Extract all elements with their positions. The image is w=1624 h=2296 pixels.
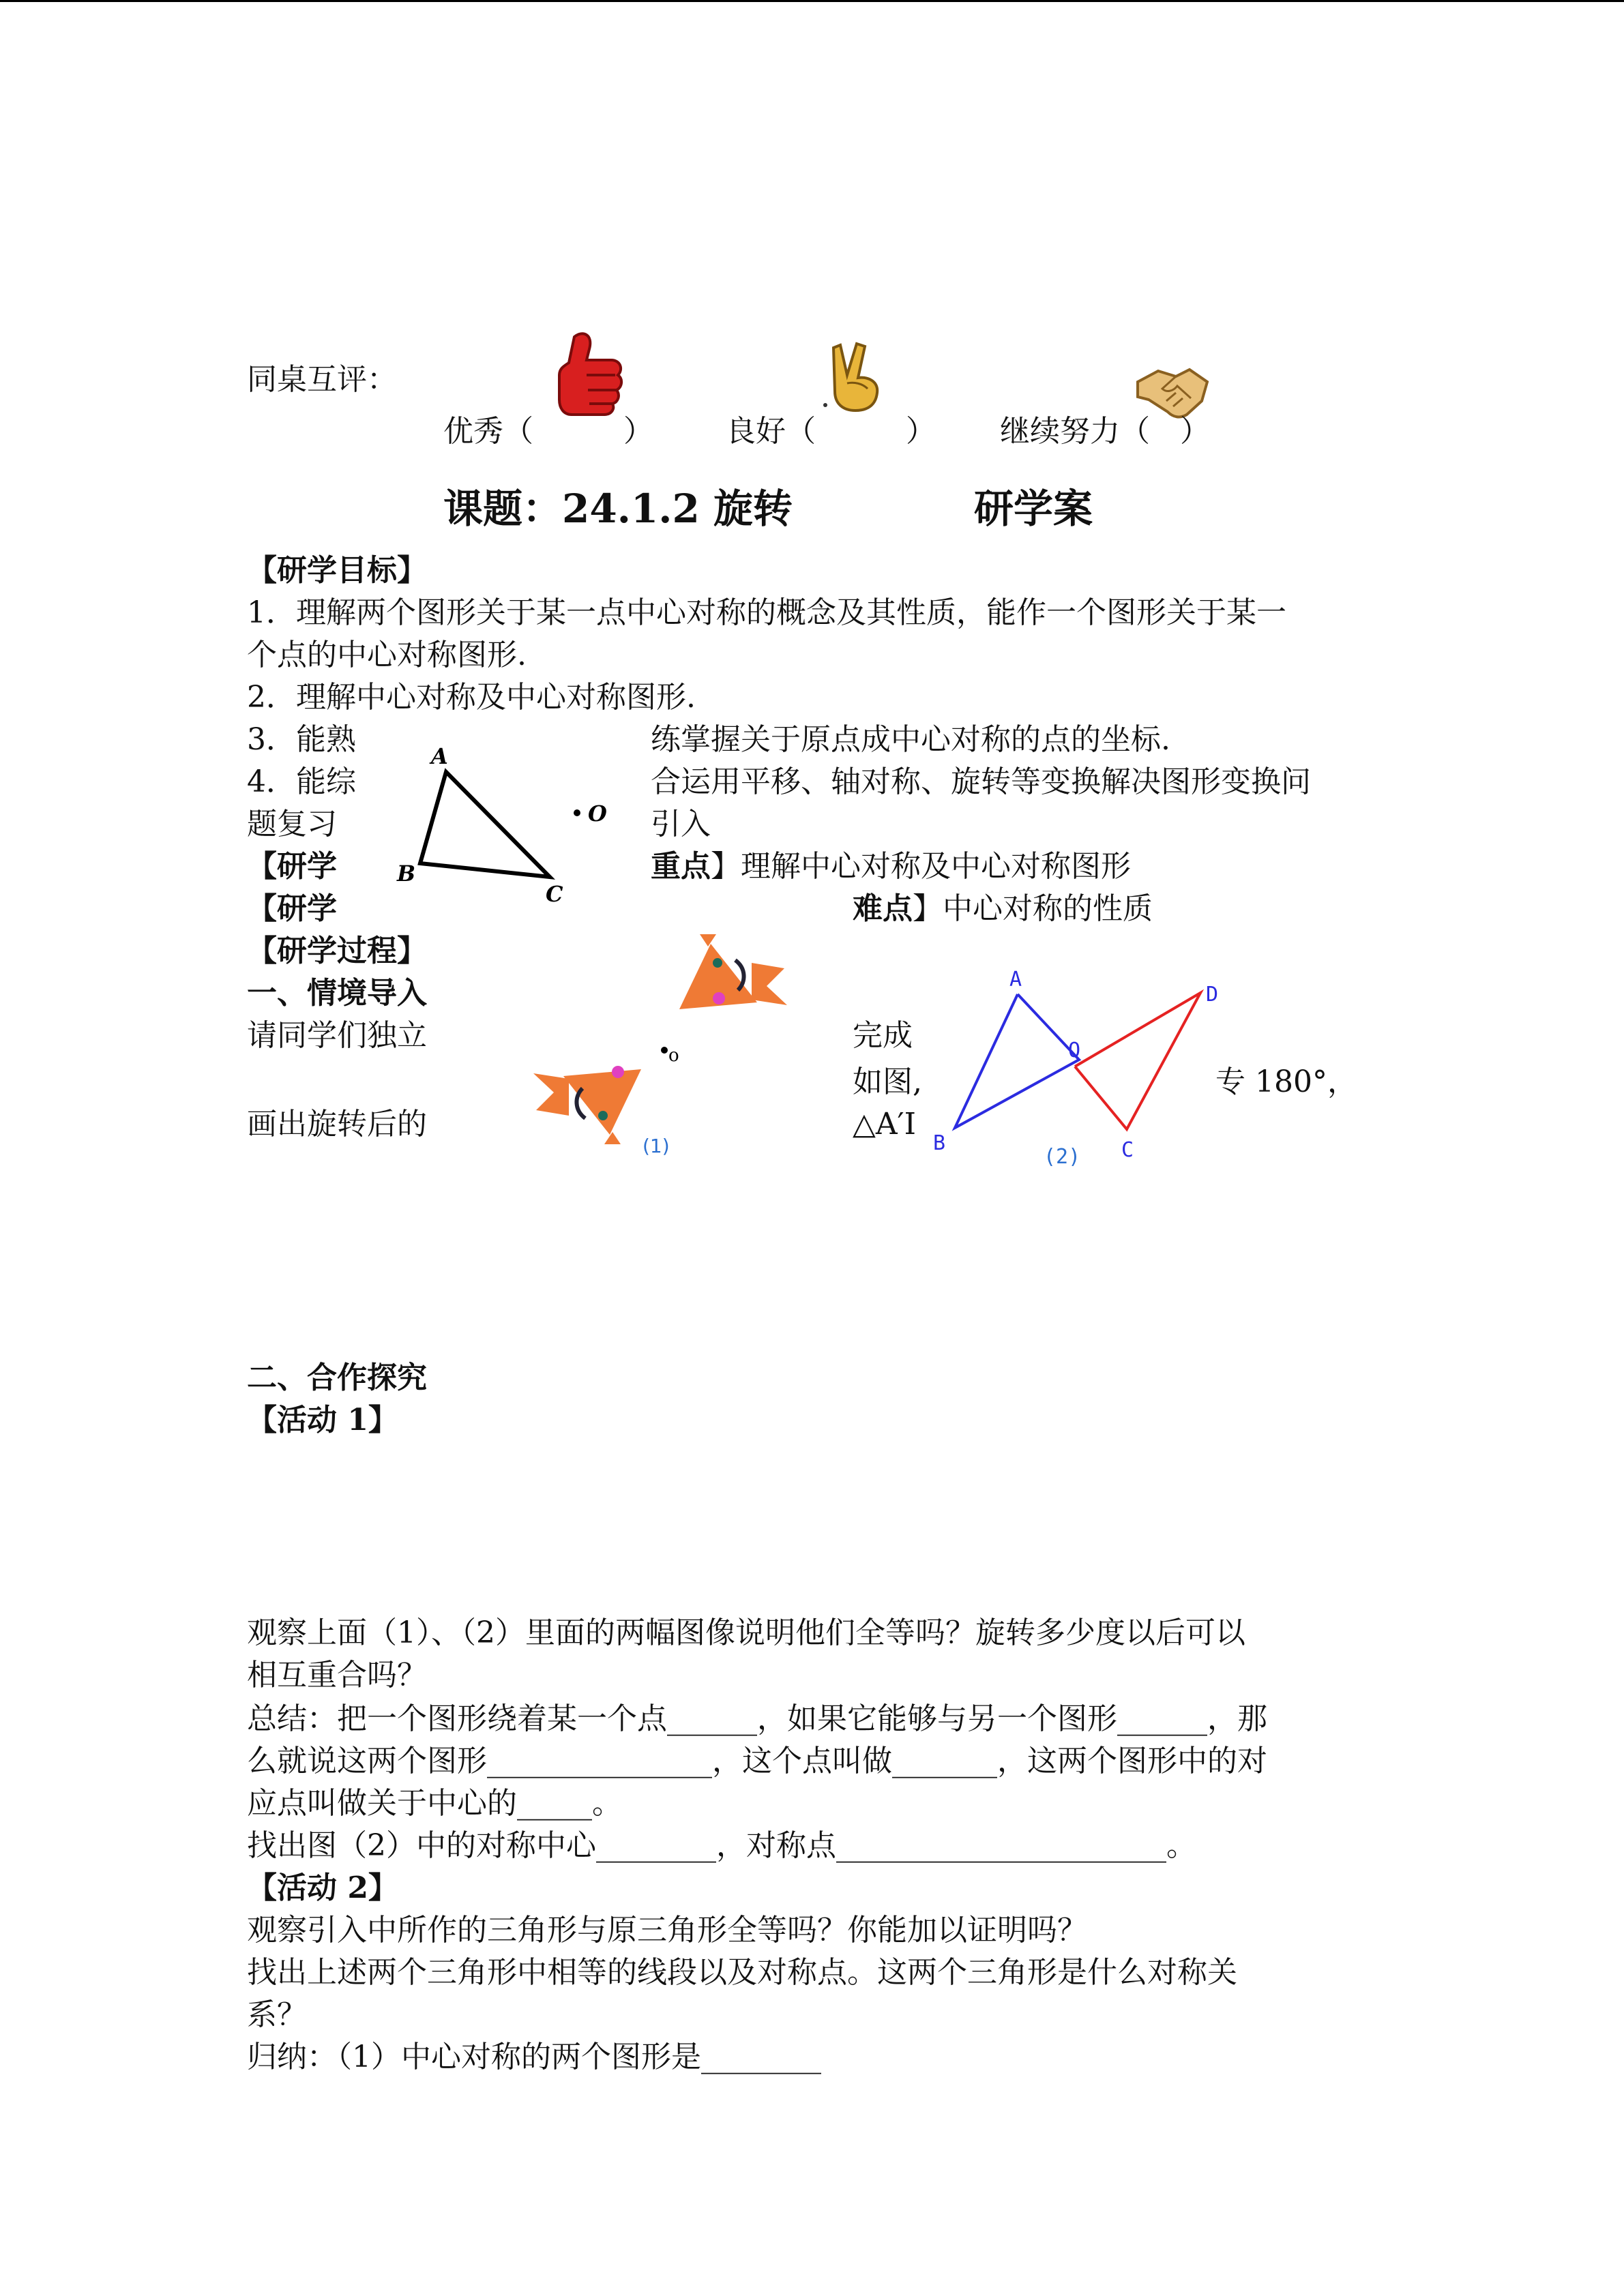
goal-4c: 题复习 — [247, 807, 337, 841]
label-d2: D — [1206, 983, 1219, 1007]
question3a: 找出上述两个三角形中相等的线段以及对称点。这两个三角形是什么对称关 — [247, 1955, 1237, 1990]
section2-heading: 二、合作探究 — [247, 1360, 427, 1395]
caption-1: (1) — [643, 1135, 670, 1157]
label-a: A — [431, 743, 448, 769]
triangle-abo — [955, 994, 1079, 1128]
induction-line[interactable]: 归纳：（1）中心对称的两个图形是________ — [247, 2040, 821, 2074]
caption-2: (2) — [1044, 1145, 1081, 1169]
goal-1a: 1．理解两个图形关于某一点中心对称的概念及其性质，能作一个图形关于某一 — [247, 595, 1286, 630]
goal-4a: 4．能综 — [247, 764, 356, 799]
lesson-subtitle: 研学案 — [974, 486, 1093, 532]
rating-good[interactable]: 良好（ ） — [726, 414, 936, 449]
top-border — [0, 0, 1624, 2]
triangle-cdo — [1075, 993, 1200, 1129]
intro-line1b: 完成 — [853, 1018, 913, 1053]
intro-line2a: 如图, — [853, 1064, 922, 1099]
symmetric-triangles-figure — [924, 955, 1237, 1180]
label-a2: A — [1009, 968, 1022, 992]
goal-4d: 引入 — [651, 807, 711, 841]
question2: 观察引入中所作的三角形与原三角形全等吗？你能加以证明吗？ — [247, 1913, 1087, 1948]
activity2-heading: 【活动 2】 — [247, 1870, 398, 1905]
label-b: B — [397, 861, 416, 886]
intro-line1a: 请同学们独立 — [247, 1018, 427, 1053]
label-c2: C — [1121, 1138, 1134, 1162]
summary-line1[interactable]: 总结：把一个图形绕着某一个点______，如果它能够与另一个图形______，那 — [247, 1701, 1267, 1736]
activity1-heading: 【活动 1】 — [247, 1403, 398, 1437]
goal-2: 2．理解中心对称及中心对称图形. — [247, 680, 696, 715]
lesson-title: 课题：24.1.2 旋转 — [443, 486, 793, 532]
fish-upper-tail — [752, 963, 787, 1005]
label-o-small: o — [668, 1045, 679, 1066]
goals-heading: 【研学目标】 — [247, 553, 427, 588]
difficulty-label: 【研学 — [247, 891, 337, 926]
intro-line3a: 画出旋转后的 — [247, 1107, 427, 1142]
fish-rotation-figure — [513, 927, 827, 1159]
question1b: 相互重合吗？ — [247, 1658, 427, 1693]
rating-keep-trying[interactable]: 继续努力（ ） — [1000, 414, 1210, 449]
rotation-center — [661, 1047, 668, 1054]
difficulty-text: 难点】中心对称的性质 — [853, 891, 1153, 926]
goal-3a: 3．能熟 — [247, 722, 356, 757]
find-center-line[interactable]: 找出图（2）中的对称中心________，对称点______________________。 — [247, 1828, 1196, 1863]
peer-label: 同桌互评： — [247, 362, 397, 397]
process-heading: 【研学过程】 — [247, 934, 427, 968]
point-o — [574, 809, 580, 816]
key-text: 重点】理解中心对称及中心对称图形 — [651, 849, 1131, 884]
goal-3b: 练掌握关于原点成中心对称的点的坐标. — [651, 722, 1170, 757]
key-label: 【研学 — [247, 849, 337, 884]
triangle-abc — [420, 772, 550, 877]
fish-upper-fin — [700, 934, 716, 946]
goal-4b: 合运用平移、轴对称、旋转等变换解决图形变换问 — [651, 764, 1311, 799]
label-o: O — [588, 801, 607, 826]
section1-heading: 一、情境导入 — [247, 976, 427, 1011]
intro-line2b: 专 180°， — [1215, 1064, 1357, 1099]
question3b: 系？ — [247, 1997, 307, 2032]
question1a: 观察上面（1）、（2）里面的两幅图像说明他们全等吗？旋转多少度以后可以 — [247, 1615, 1245, 1650]
fish-lower-tail — [533, 1073, 569, 1116]
intro-line3b: △A′I — [853, 1107, 916, 1142]
thumbs-up-icon — [554, 330, 625, 417]
goal-1b: 个点的中心对称图形. — [247, 638, 527, 672]
victory-hand-icon — [820, 341, 891, 412]
label-o2: O — [1068, 1039, 1081, 1062]
summary-line2[interactable]: 么就说这两个图形_______________，这个点叫做_______，这两个图形中的对 — [247, 1744, 1267, 1778]
label-c: C — [546, 881, 563, 907]
triangle-abc-figure — [389, 743, 621, 907]
summary-line3[interactable]: 应点叫做关于中心的_____。 — [247, 1786, 622, 1821]
label-b2: B — [933, 1131, 946, 1155]
fish-lower-fin — [604, 1132, 621, 1144]
rating-excellent[interactable]: 优秀（ ） — [443, 414, 653, 449]
